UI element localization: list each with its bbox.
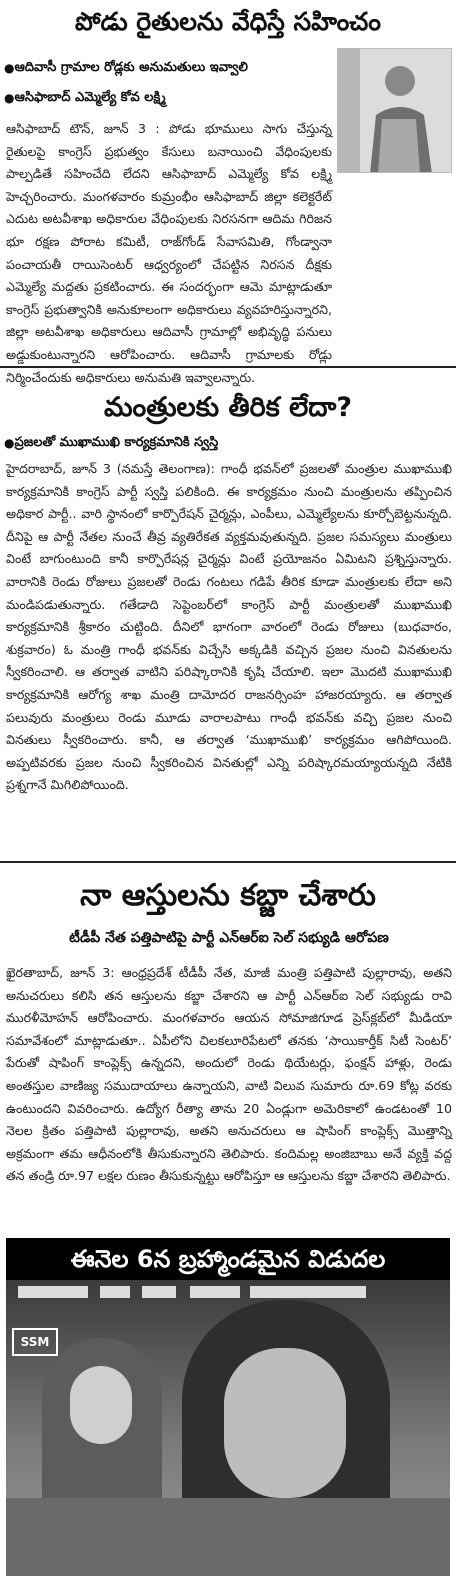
article-body <box>6 118 452 389</box>
actress-face <box>70 1366 132 1444</box>
headline: నా ఆస్తులను కబ్జా చేశారు <box>80 878 376 913</box>
movie-poster <box>6 1280 450 1576</box>
ad-banner: ఈనెల 6న బ్రహ్మాండమైన విడుదల <box>6 1238 450 1280</box>
bullet-point <box>4 59 334 77</box>
subheadline: టీడీపీ నేత పత్తిపాటిపై పార్టీ ఎన్‌ఆర్‌ఐ సెల్ సభ్యుడి ఆరోపణ <box>69 930 389 946</box>
bullet-text: ఆసిఫాబాద్ ఎమ్మెల్యే కోవ లక్ష్మి <box>14 90 166 105</box>
studio-logo: SSM <box>12 1328 58 1356</box>
bullet-point <box>4 89 334 107</box>
credits-strip <box>10 1286 446 1300</box>
headline: మంత్రులకు తీరిక లేదా? <box>103 392 353 423</box>
article-paragraph: ఆసిఫాబాద్ టౌన్, జూన్ 3 : పోడు భూములు సాగు చేస్తున్న రైతులపై కాంగ్రెస్ ప్రభుత్వం కేసులు బనాయించి వేధింపులకు పాల్పడితే సహించేది లేదని ఆసిఫాబాద్ ఎమ్మెల్యే కోవ లక్ష్మి హెచ్చరించారు. మంగళవారం కుమ్రంభీం ఆసిఫాబాద్ జిల్లా కలెక్టరేట్ ఎదుట అటవీశాఖ అధికారుల వేధింపులకు నిరసనగా ఆదిమ గిరిజన భూ రక్షణ పోరాట కమిటీ, రాజ్‌గోండ్ సేవాసమితి, గోండ్వానా పంచాయతీ రాయిసెంటర్ ఆధ్వర్యంలో చేపట్టిన నిరసన దీక్షకు ఎమ్మెల్యే మద్దతు ప్రకటించారు. ఈ సందర్భంగా ఆమె మాట్లాడుతూ కాంగ్రెస్ ప్రభుత్వానికి అనుకూలంగా అధికారులు వ్యవహరిస్తున్నారని, జిల్లా అటవీశాఖ అధికారులు ఆదివాసీ గ్రామాల్లో అభివృద్ధి పనులు అడ్డుకుంటున్నారని ఆరోపించారు. ఆదివాసీ గ్రామాలకు రోడ్లు నిర్మించేందుకు అధికారులు అనుమతి ఇవ్వాలన్నారు. <box>6 121 332 385</box>
bullet-text: ప్రజలతో ముఖాముఖి కార్యక్రమానికి స్వస్తి <box>14 435 219 450</box>
section-divider <box>0 366 456 368</box>
crowd-scene <box>6 1498 450 1576</box>
bullet-dot-icon: ● <box>4 436 15 450</box>
actress-figure <box>42 1338 162 1518</box>
article-paragraph: హైదరాబాద్, జూన్ 3 (నమస్తే తెలంగాణ): గాంధీ భవన్‌లో ప్రజలతో మంత్రుల ముఖాముఖి కార్యక్రమానికి కాంగ్రెస్ పార్టీ స్వస్తి పలికింది. ఈ కార్యక్రమం నుంచి మంత్రులను తప్పించిన అధికార పార్టీ.. వారి స్థానంలో కార్పొరేషన్ చైర్మన్లు, ఎంపీలు, ఎమ్మెల్యేలను కూర్చోబెట్టనున్నది. దీనిపై ఆ పార్టీ నేతల నుంచే తీవ్ర వ్యతిరేకత వ్యక్తమవుతున్నది. ప్రజల సమస్యలు మంత్రులు వింటే బాగుంటుంది కానీ కార్పొరేషన్ల చైర్మన్లు వింటే ప్రయోజనం ఏమిటని ప్రశ్నిస్తున్నారు. వారానికి రెండు రోజులు ప్రజలతో రెండు గంటలు గడిపే తీరిక కూడా మంత్రులకు లేదా అని మండిపడుతున్నారు. గతేడాది సెప్టెంబర్‌లో కాంగ్రెస్ పార్టీ మంత్రులతో ముఖాముఖి కార్యక్రమానికి శ్రీకారం చుట్టింది. దీనిలో భాగంగా వారంలో రెండు రోజులు (బుధవారం, శుక్రవారం) ఓ మంత్రి గాంధీ భవన్‌కు విచ్చేసి అక్కడికి వచ్చిన ప్రజల నుంచి వినతులను స్వీకరించాలి. ఆ తర్వాత వాటిని పరిష్కారానికి కృషి చేయాలి. ఇలా మొదటి ముఖాముఖి కార్యక్రమానికి ఆరోగ్య శాఖ మంత్రి దామోదర రాజనర్సింహ హాజరయ్యారు. ఆ తర్వాత పలువురు మంత్రులు రెండు మూడు వారాలపాటు గాంధీ భవన్‌కు వచ్చి ప్రజల నుంచి వినతులు స్వీకరించారు. కానీ, ఆ తర్వాత ‘ముఖాముఖి’ కార్యక్రమం ఆగిపోయింది. అప్పటివరకు ప్రజల నుంచి స్వీకరించిన వినతుల్లో ఎన్ని పరిష్కారమయ్యాయన్నది నేటికి ప్రశ్నగానే మిగిలిపోయింది. <box>6 461 452 793</box>
bullet-point <box>4 434 452 452</box>
bullet-dot-icon: ● <box>4 61 15 75</box>
bullet-text: ఆదివాసీ గ్రామాల రోడ్లకు అనుమతులు ఇవ్వాలి <box>14 60 248 75</box>
article-property-grab <box>0 868 456 1228</box>
section-divider <box>0 861 456 863</box>
movie-advertisement <box>6 1238 450 1576</box>
article-podu-farmers <box>0 0 456 385</box>
actor-face <box>224 1348 346 1498</box>
article-ministers <box>0 372 456 852</box>
bullet-dot-icon: ● <box>4 91 15 105</box>
headline: పోడు రైతులను వేధిస్తే సహించం <box>75 7 381 36</box>
article-paragraph: ఖైరతాబాద్, జూన్ 3: ఆంధ్రప్రదేశ్ టీడీపీ నేత, మాజీ మంత్రి పత్తిపాటి పుల్లారావు, అతని అనుచరులు కలిసి తన ఆస్తులను కబ్జా చేశారని ఆ పార్టీ ఎన్‌ఆర్‌ఐ సెల్ సభ్యుడు రావి మురళీమోహన్ ఆరోపించారు. మంగళవారం ఆయన సోమాజిగూడ ప్రెస్‌క్లబ్‌లో మీడియా సమావేశంలో మాట్లాడుతూ.. ఏపీలోని చిలకలూరిపేటలో తనకు ‘సాయికార్తీక్ సిటీ సెంటర్’ పేరుతో షాపింగ్ కాంప్లెక్స్ ఉన్నదని, అందులో రెండు థియేటర్లు, ఫంక్షన్ హాళ్లు, రెండు అంతస్తుల వాణిజ్య సముదాయాలు ఉన్నాయని, వాటి విలువ సుమారు రూ.69 కోట్ల వరకు ఉంటుందని వివరించారు. ఉద్యోగ రీత్యా తాను 20 ఏండ్లుగా అమెరికాలో ఉండటంతో 10 నెలల క్రితం పత్తిపాటి పుల్లారావు, అతని అనుచరులు ఆ షాపింగ్ కాంప్లెక్స్ మొత్తాన్ని అక్రమంగా తమ ఆధీనంలోకి తీసుకున్నారని తెలిపారు. కందిమల్ల అంజిబాబు అనే వ్యక్తి వద్ద తన తండ్రి రూ.97 లక్షల రుణం తీసుకున్నట్టు ఆరోపిస్తూ ఆ ఆస్తులను కబ్జా చేశారని తెలిపారు. <box>6 965 452 1184</box>
